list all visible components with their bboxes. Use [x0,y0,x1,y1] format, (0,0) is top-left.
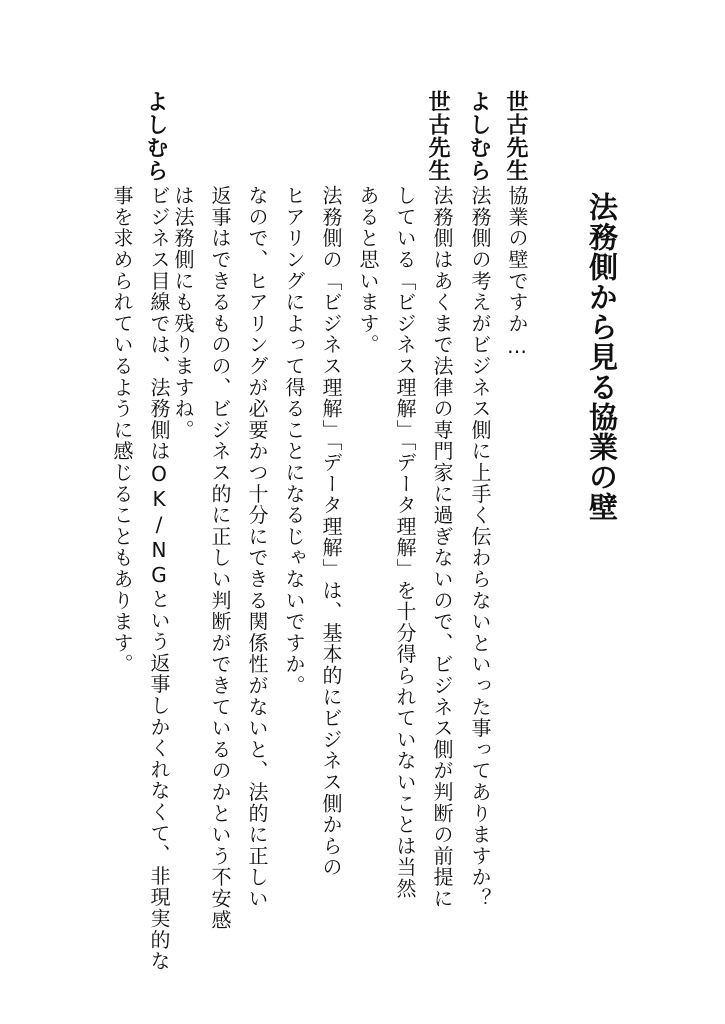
speaker-name: よしむら [466,90,491,182]
dialogue-line: ヒアリングによって得ることになるじゃないですか。 [282,185,306,697]
dialogue-line: あると思います。 [356,185,380,356]
dialogue-line: 協業の壁ですか… [505,185,529,360]
dialogue-line: している「ビジネス理解」「データ理解」を十分得られていないことは当然 [393,185,417,900]
page-title: 法務側から見る協業の壁 [585,192,619,522]
dialogue-line: 法務側の「ビジネス理解」「データ理解」は、基本的にビジネス側からの [319,185,343,878]
dialogue-line: は法務側にも残りますね。 [171,185,195,441]
dialogue-line: 法務側はあくまで法律の専門家に過ぎないので、ビジネス側が判断の前提に [430,185,454,910]
dialogue-line: 返事はできるものの、ビジネス的に正しい判断ができているのかという不安感 [208,185,232,931]
speaker-name: よしむら [143,90,168,182]
dialogue-line: なので、ヒアリングが必要かつ十分にできる関係性がないと、法的に正しい [245,185,269,910]
speaker-name: 世古先生 [503,90,528,182]
dialogue-line: ビジネス目線では、法務側はOK/NGという返事しかくれなくて、非現実的な [147,185,171,972]
speaker-name: 世古先生 [425,90,450,182]
dialogue-line: 法務側の考えがビジネス側に上手く伝わらないといった事ってありますか？ [468,185,492,910]
dialogue-line: 事を求められているように感じることもあります。 [110,185,134,675]
